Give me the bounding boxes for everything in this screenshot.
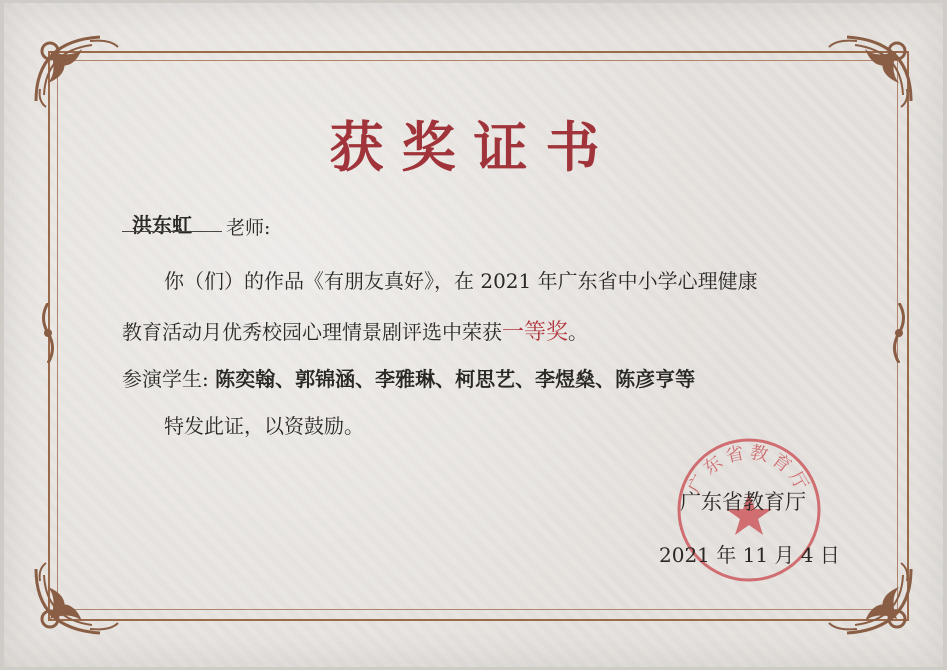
certificate-title: 获奖证书 bbox=[329, 115, 618, 179]
issuer-name: 广东省教育厅 bbox=[680, 490, 806, 514]
corner-ornament-top-left bbox=[30, 31, 122, 109]
certificate-paper bbox=[4, 3, 943, 667]
recipient-title: 老师: bbox=[226, 217, 271, 239]
body-line-1: 你（们）的作品《有朋友真好》，在 2021 年广东省中小学心理健康 bbox=[164, 269, 758, 293]
recipient-name: 洪东虹 bbox=[132, 213, 192, 237]
student-names: 陈奕翰、郭锦涵、李雅琳、柯思艺、李煜燊、陈彦亨等 bbox=[215, 367, 696, 391]
body-line-2-text: 教育活动月优秀校园心理情景剧评选中荣获 bbox=[122, 320, 502, 344]
body-line-2-end: 。 bbox=[568, 320, 589, 344]
corner-ornament-bottom-right bbox=[825, 561, 917, 639]
students-label: 参演学生: bbox=[122, 367, 216, 391]
seal-text: 广东省教育厅 bbox=[684, 441, 814, 498]
side-ornament-left bbox=[39, 303, 57, 363]
award-level: 一等奖 bbox=[502, 320, 569, 345]
body-line-4: 特发此证，以资鼓励。 bbox=[164, 414, 364, 438]
side-ornament-right bbox=[890, 303, 908, 363]
corner-ornament-bottom-left bbox=[30, 561, 122, 639]
body-line-2 bbox=[122, 315, 588, 346]
recipient-underline bbox=[122, 231, 222, 232]
corner-ornament-top-right bbox=[825, 31, 917, 109]
issue-date: 2021 年 11 月 4 日 bbox=[659, 543, 840, 567]
body-line-3 bbox=[122, 363, 695, 392]
